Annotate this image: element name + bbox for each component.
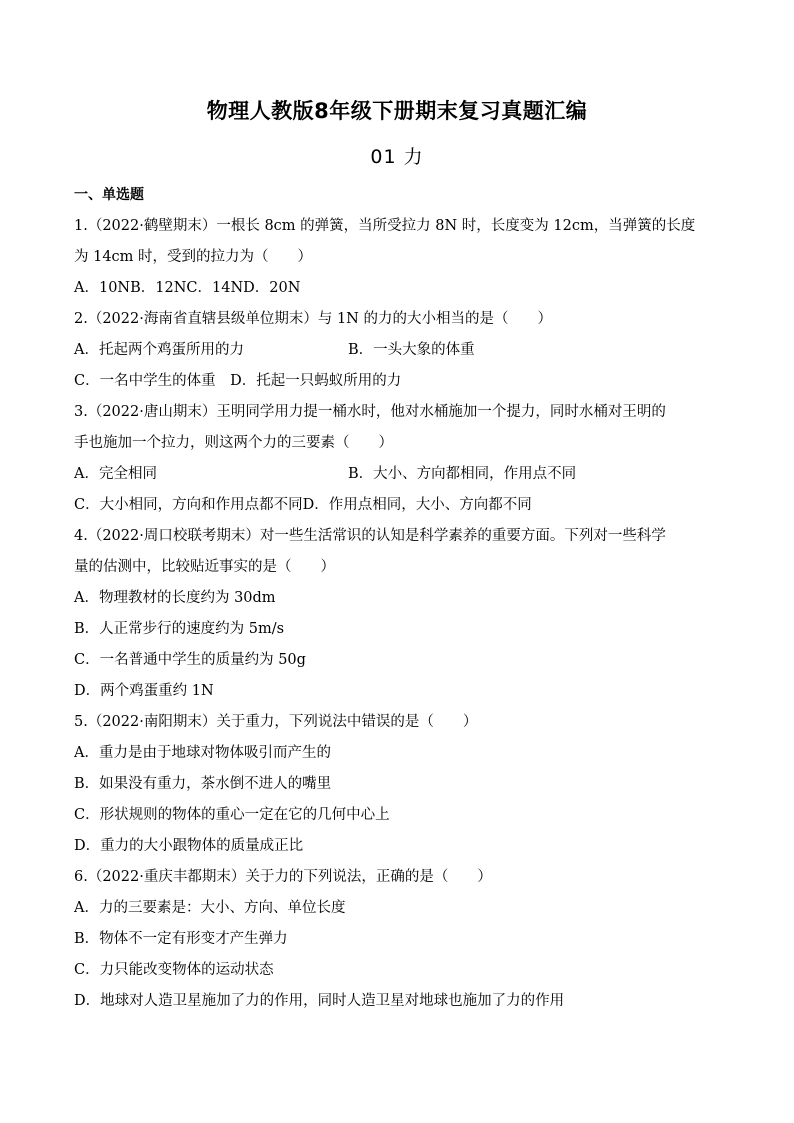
question-5-option-c: C．形状规则的物体的重心一定在它的几何中心上	[74, 807, 390, 823]
question-4-option-c: C．一名普通中学生的质量约为 50g	[74, 652, 306, 668]
question-4-option-b: B．人正常步行的速度约为 5m/s	[74, 621, 285, 637]
chapter-title: 01 力	[370, 146, 424, 168]
question-3-option-a: A．完全相同	[74, 466, 157, 482]
question-2-stem: 2.（2022·海南省直辖县级单位期末）与 1N 的力的大小相当的是（ ）	[74, 311, 552, 327]
section-heading: 一、单选题	[74, 187, 144, 203]
question-4-option-a: A．物理教材的长度约为 30dm	[74, 590, 276, 606]
question-2-option-b: B．一头大象的体重	[348, 342, 475, 358]
question-6-option-d: D．地球对人造卫星施加了力的作用，同时人造卫星对地球也施加了力的作用	[74, 993, 565, 1009]
question-4-stem-line-2: 量的估测中，比较贴近事实的是（ ）	[74, 559, 335, 575]
question-1-stem-line-2: 为 14cm 时，受到的拉力为（ ）	[74, 249, 313, 265]
question-4-option-d: D．两个鸡蛋重约 1N	[74, 683, 214, 699]
question-2-options-cd: C．一名中学生的体重 D．托起一只蚂蚁所用的力	[74, 373, 402, 389]
question-3-options-cd: C．大小相同，方向和作用点都不同D．作用点相同，大小、方向都不同	[74, 497, 532, 513]
question-3-stem-line-2: 手也施加一个拉力，则这两个力的三要素（ ）	[74, 435, 393, 451]
question-5-stem: 5.（2022·南阳期末）关于重力，下列说法中错误的是（ ）	[74, 714, 478, 730]
question-1-options: A．10NB．12NC．14ND．20N	[74, 280, 301, 296]
question-3-stem-line-1: 3.（2022·唐山期末）王明同学用力提一桶水时，他对水桶施加一个提力，同时水桶对王明的	[74, 404, 666, 420]
question-3-option-b: B．大小、方向都相同，作用点不同	[348, 466, 577, 482]
question-5-option-b: B．如果没有重力，茶水倒不进人的嘴里	[74, 776, 332, 792]
question-6-stem: 6.（2022·重庆丰都期末）关于力的下列说法，正确的是（ ）	[74, 869, 492, 885]
question-6-option-b: B．物体不一定有形变才产生弹力	[74, 931, 288, 947]
question-1-stem-line-1: 1.（2022·鹤壁期末）一根长 8cm 的弹簧，当所受拉力 8N 时，长度变为 12cm，当弹簧的长度	[74, 218, 696, 234]
question-5-option-d: D．重力的大小跟物体的质量成正比	[74, 838, 304, 854]
question-4-stem-line-1: 4.（2022·周口校联考期末）对一些生活常识的认知是科学素养的重要方面。下列对一些科学	[74, 528, 666, 544]
question-2-option-a: A．托起两个鸡蛋所用的力	[74, 342, 244, 358]
document-title: 物理人教版8年级下册期末复习真题汇编	[206, 99, 588, 123]
question-6-option-a: A．力的三要素是：大小、方向、单位长度	[74, 900, 346, 916]
question-5-option-a: A．重力是由于地球对物体吸引而产生的	[74, 745, 331, 761]
question-6-option-c: C．力只能改变物体的运动状态	[74, 962, 274, 978]
